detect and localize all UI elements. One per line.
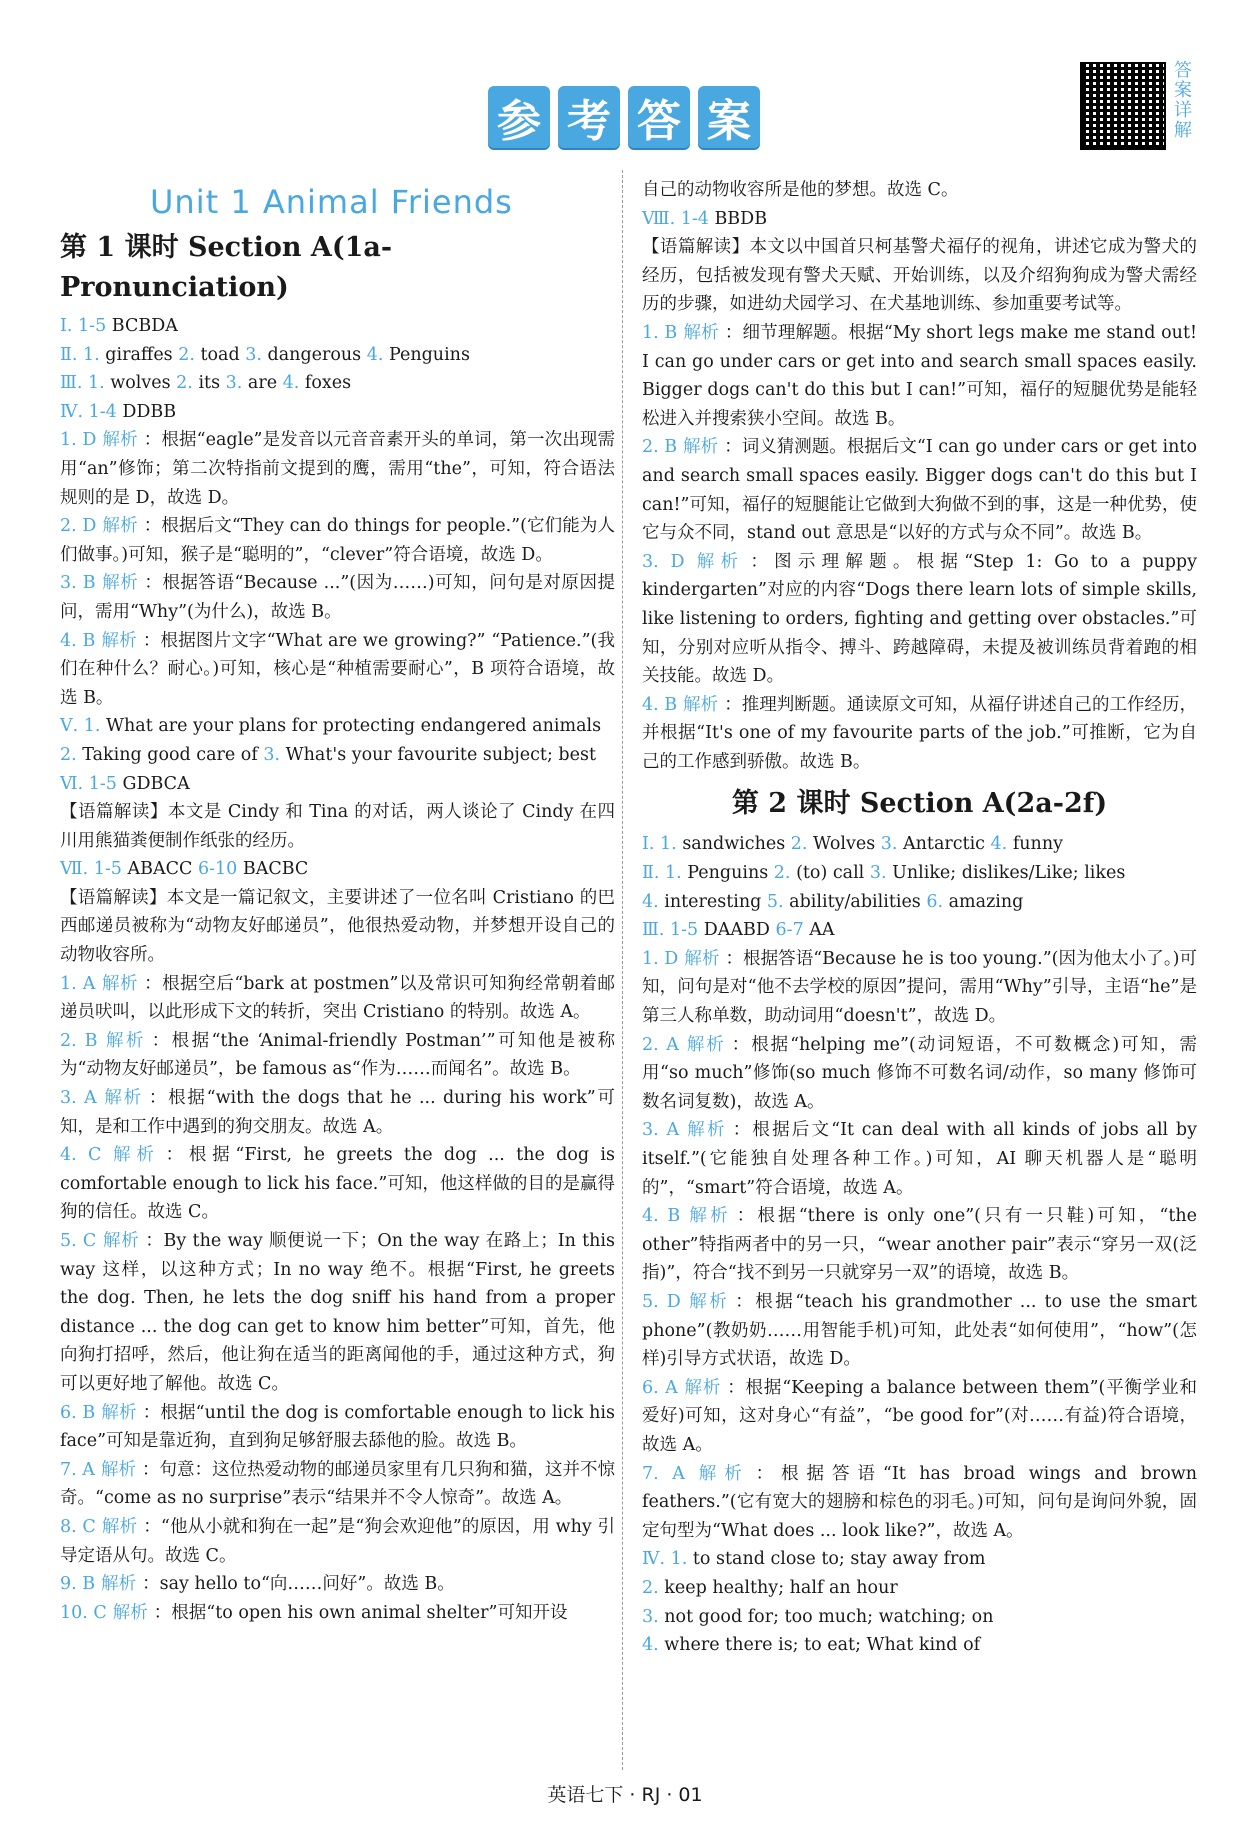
answer-text: BACBC: [237, 859, 309, 880]
item-number: Ⅳ. 1.: [642, 1549, 688, 1570]
title-tile: 参: [488, 86, 550, 148]
explanation: [60, 1513, 615, 1570]
analysis-tag: 解析: [683, 322, 719, 343]
analysis-tag: 解析: [685, 1120, 727, 1141]
analysis-tag: 解析: [101, 1402, 137, 1423]
item-number: 3.: [880, 834, 898, 855]
item-number: 1. D: [60, 430, 97, 451]
answer-text: funny: [1007, 834, 1063, 855]
item-number: 5. D: [642, 1291, 681, 1312]
item-number: 3.: [225, 373, 243, 394]
answer-text: where there is; to eat; What kind of: [658, 1635, 981, 1656]
item-number: 7. A: [60, 1459, 95, 1480]
analysis-tag: 解析: [684, 1034, 726, 1055]
item-number: 3.: [642, 1606, 659, 1627]
item-number: 6.: [926, 891, 944, 912]
item-number: Ⅰ. 1.: [642, 834, 677, 855]
explanation-text: ：say hello to“向……问好”。故选 B。: [142, 1574, 455, 1595]
item-number: Ⅲ. 1.: [60, 373, 105, 394]
continued-text: 自己的动物收容所是他的梦想。故选 C。: [642, 180, 959, 200]
item-number: 4.: [366, 344, 384, 365]
answer-line: [60, 369, 615, 398]
item-number: 5. C: [60, 1231, 97, 1251]
explanation-text: ：根据“helping me”(动词短语，不可数概念)可知，需用“so much”修饰(so much 修饰不可数名词/动作，so many 修饰可数名词复数)，故选 A。: [642, 1034, 1197, 1112]
item-number: Ⅶ. 1-5: [60, 859, 122, 880]
analysis-tag: 解析: [102, 516, 138, 537]
explanations: [642, 945, 1197, 1545]
explanation: [642, 433, 1197, 547]
answer-lines: [642, 830, 1197, 944]
item-number: 3. D: [642, 551, 685, 572]
analysis-tag: 解析: [101, 1574, 137, 1595]
explanations: [642, 319, 1197, 777]
answer-lines: [642, 1545, 1197, 1659]
explanation-text: ：根据空后“bark at postmen”以及常识可知狗经常朝着邮递员吠叫，以此形成下文的转折，突出 Cristiano 的特别。故选 A。: [60, 973, 616, 1023]
item-number: 2.: [642, 1577, 659, 1598]
item-number: 7. A: [642, 1463, 685, 1484]
answer-text: AA: [803, 920, 835, 941]
explanation: [60, 1399, 615, 1456]
item-number: 6-7: [775, 920, 804, 941]
item-number: 3.: [263, 744, 281, 765]
explanation: [642, 1460, 1197, 1546]
answer-text: sandwiches: [676, 834, 791, 855]
analysis-tag: 解析: [103, 1030, 146, 1051]
analysis-tag: 解析: [101, 630, 137, 651]
item-number: 1. A: [60, 973, 96, 994]
analysis-tag: 解析: [686, 1291, 730, 1312]
reading-summary: 【语篇解读】本文是一篇记叙文，主要讲述了一位名叫 Cristiano 的巴西邮递员被称为“动物友好邮递员”，他很热爱动物，并梦想开设自己的动物收容所。: [60, 887, 615, 966]
answer-text: (to) call: [790, 863, 870, 884]
answer-lines: [642, 205, 1197, 234]
answer-text: interesting: [658, 891, 767, 912]
left-column: [60, 170, 615, 1627]
title-tile: 案: [698, 86, 760, 148]
answer-line: [642, 888, 1197, 917]
explanation: [60, 1456, 615, 1513]
answer-line: [642, 205, 1197, 234]
explanation-text: ：根据“with the dogs that he ... during his work”可知，是和工作中遇到的狗交朋友。故选 A。: [60, 1088, 616, 1137]
analysis-tag: 解析: [690, 1463, 750, 1484]
analysis-tag: 解析: [107, 1145, 160, 1166]
explanations: [60, 970, 615, 1628]
answer-text: foxes: [299, 373, 352, 394]
answer-text: ABACC: [121, 859, 198, 880]
answer-text: are: [242, 373, 283, 394]
explanation: [60, 569, 615, 626]
item-number: 3. A: [60, 1088, 97, 1109]
answer-line: [642, 830, 1197, 859]
item-number: 2.: [60, 744, 77, 765]
item-number: 5.: [766, 891, 784, 912]
item-number: Ⅲ. 1-5: [642, 920, 699, 941]
item-number: 2. B: [60, 1030, 98, 1051]
analysis-tag: 解析: [101, 1516, 138, 1537]
answer-line: [60, 341, 615, 370]
item-number: 4. B: [60, 630, 96, 651]
title-tile: 答: [628, 86, 690, 148]
explanation: [642, 945, 1197, 1031]
answer-line: [60, 712, 615, 741]
item-number: 6-10: [197, 859, 238, 880]
item-number: 10. C: [60, 1602, 107, 1623]
item-number: Ⅱ. 1.: [60, 344, 100, 365]
answer-text: giraffes: [99, 344, 179, 365]
analysis-tag: 解析: [102, 430, 138, 451]
answer-line: [60, 398, 615, 427]
explanation-text: ：根据答语“It has broad wings and brown feathers.”(它有宽大的翅膀和棕色的羽毛。)可知，问句是询问外貌，固定句型为“What does ... look like?”，故选 A。: [642, 1463, 1198, 1541]
explanation: [642, 1202, 1197, 1288]
explanations: [60, 426, 615, 712]
explanation: [60, 970, 615, 1027]
item-number: 4. B: [642, 694, 678, 715]
explanation: [60, 1084, 615, 1141]
explanation: [642, 319, 1197, 433]
answer-line: [642, 1545, 1197, 1574]
answer-text: GDBCA: [116, 773, 190, 794]
analysis-tag: 解析: [683, 437, 719, 458]
answer-text: BCBDA: [106, 316, 178, 336]
lesson-title: 第 1 课时 Section A(1a-Pronunciation): [60, 232, 393, 303]
item-number: 2. A: [642, 1034, 679, 1055]
item-number: 4.: [282, 373, 300, 394]
item-number: 4.: [642, 1635, 659, 1656]
right-column: [642, 176, 1197, 1660]
analysis-tag: 解析: [690, 551, 745, 572]
unit-title: Unit 1 Animal Friends: [150, 183, 513, 221]
answer-line: [60, 741, 615, 770]
answer-lines: [60, 712, 615, 798]
explanation-text: ：根据“teach his grandmother ... to use the smart phone”(教奶奶……用智能手机)可知，此处表“如何使用”，“how”(怎样)引导方式状语，故选 D。: [642, 1291, 1197, 1370]
answer-text: to stand close to; stay away from: [687, 1549, 986, 1570]
explanation: [642, 1116, 1197, 1202]
explanation-text: ：根据答语“Because he is too young.”(因为他太小了。)可知，问句是对“他不去学校的原因”提问，需用“Why”引导，主语“he”是第三人称单数，助动词用“doesn't”，故选 D。: [642, 948, 1198, 1027]
answer-text: Antarctic: [897, 834, 991, 855]
item-number: 1. D: [642, 948, 679, 969]
item-number: 1. B: [642, 322, 678, 343]
explanation-text: ：根据“to open his own animal shelter”可知开设: [153, 1602, 568, 1623]
analysis-tag: 解析: [101, 973, 139, 994]
item-number: 3.: [869, 863, 887, 884]
item-number: Ⅵ. 1-5: [60, 773, 117, 794]
explanation-text: ：根据“the ‘Animal-friendly Postman’”可知他是被称为“动物友好邮递员”，be famous as“作为……而闻名”。故选 B。: [60, 1030, 616, 1080]
explanation-text: ：根据“there is only one”(只有一只鞋)可知，“the other”特指两者中的另一只，“wear another pair”表示“穿另一双(泛指)”，符合“找不到另一只就穿另一双”的语境，故选 B。: [642, 1206, 1197, 1284]
explanation-text: ：根据“First, he greets the dog ... the dog is comfortable enough to lick his face.”可知，他这样做的目的是赢得狗的信任。故选 C。: [60, 1145, 615, 1223]
explanation-text: ：根据图片文字“What are we growing?” “Patience.”(我们在种什么？耐心。)可知，核心是“种植需要耐心”，B 项符合语境，故选 B。: [60, 630, 616, 708]
explanation-text: ：图示理解题。根据“Step 1: Go to a puppy kindergarten”对应的内容“Dogs there learn lots of simple skills, like listening to orders, fighting and getting over obstacles.”可知，分别对应听从指令、搏斗、跨越障碍，未提及被训练员背着跑的相关技能。故选 D。: [642, 551, 1197, 687]
answer-text: What's your favourite subject; best: [280, 744, 596, 765]
explanation-text: ：根据“eagle”是发音以元音音素开头的单词，第一次出现需用“an”修饰；第二次特指前文提到的鹰，需用“the”，可知，符合语法规则的是 D，故选 D。: [60, 430, 615, 508]
answer-text: DDBB: [116, 401, 177, 422]
explanation: [642, 548, 1197, 691]
answer-text: Unlike; dislikes/Like; likes: [886, 863, 1126, 884]
analysis-tag: 解析: [101, 573, 139, 594]
qr-code-icon[interactable]: [1080, 62, 1166, 150]
answer-text: BBDB: [708, 208, 768, 229]
explanation-text: ：根据“until the dog is comfortable enough to lick his face”可知是靠近狗，直到狗足够舒服去舔他的脸。故选 B。: [60, 1402, 616, 1452]
explanation-text: ：“他从小就和狗在一起”是“狗会欢迎他”的原因，用 why 引导定语从句。故选 C。: [60, 1516, 616, 1566]
analysis-tag: 解析: [102, 1088, 143, 1109]
explanation-text: ：句意：这位热爱动物的邮递员家里有几只狗和猫，这并不惊奇。“come as no surprise”表示“结果并不令人惊奇”。故选 A。: [60, 1459, 615, 1509]
explanation: [60, 1027, 615, 1084]
header: [0, 0, 1250, 170]
item-number: 4.: [990, 834, 1008, 855]
item-number: 4. C: [60, 1145, 102, 1166]
answer-lines: [60, 312, 615, 426]
item-number: 8. C: [60, 1516, 96, 1537]
answer-line: [642, 1603, 1197, 1632]
explanation: [642, 691, 1197, 777]
answer-text: What are your plans for protecting endangered animals: [100, 716, 602, 737]
explanation-text: ：By the way 顺便说一下；On the way 在路上；In this way 这样，以这种方式；In no way 绝不。根据“First, he greets the dog. Then, he lets the dog sniff his hand from a proper distance ... the dog can get to know him better”可知，首先，他向狗打招呼，然后，他让狗在适当的距离闻他的手，通过这种方式，狗可以更好地了解他。故选 C。: [60, 1231, 615, 1394]
explanation: [642, 1288, 1197, 1374]
answer-text: Penguins: [383, 344, 470, 365]
analysis-tag: 解析: [683, 1377, 722, 1398]
analysis-tag: 解析: [102, 1231, 140, 1251]
answer-text: dangerous: [261, 344, 367, 365]
lesson-title: 第 2 课时 Section A(2a-2f): [731, 788, 1108, 820]
answer-text: Penguins: [681, 863, 774, 884]
answer-text: Wolves: [807, 834, 881, 855]
answer-text: toad: [194, 344, 246, 365]
item-number: Ⅴ. 1.: [60, 716, 101, 737]
explanation: [60, 1227, 615, 1399]
explanation-text: ：根据答语“Because ...”(因为……)可知，问句是对原因提问，需用“Why”(为什么)，故选 B。: [60, 573, 616, 622]
answer-lines: [60, 855, 615, 884]
item-number: 2.: [790, 834, 808, 855]
explanation-text: ：推理判断题。通读原文可知，从福仔讲述自己的工作经历，并根据“It's one of my favourite parts of the job.”可推断，它为自己的工作感到骄傲。故选 B。: [642, 694, 1198, 772]
item-number: 2. B: [642, 437, 678, 458]
answer-line: [642, 916, 1197, 945]
explanation: [60, 1141, 615, 1227]
item-number: 4. B: [642, 1206, 681, 1227]
qr-label: 答案详解: [1171, 60, 1192, 140]
item-number: 6. B: [60, 1402, 96, 1423]
item-number: 2.: [178, 344, 195, 365]
explanation-text: ：细节理解题。根据“My short legs make me stand out! I can go under cars or get into and search small spaces easily. Bigger dogs can't do this but I can!”可知，福仔的短腿优势是能轻松进入并搜索狭小空间。故选 B。: [642, 322, 1198, 429]
explanation: [60, 627, 615, 713]
title-tile: 考: [558, 86, 620, 148]
answer-line: [60, 312, 615, 341]
item-number: Ⅳ. 1-4: [60, 401, 117, 422]
reading-summary: 【语篇解读】本文是 Cindy 和 Tina 的对话，两人谈论了 Cindy 在四川用熊猫粪便制作纸张的经历。: [60, 802, 615, 851]
answer-text: its: [192, 373, 226, 394]
explanation-text: ：根据“Keeping a balance between them”(平衡学业和爱好)可知，这对身心“有益”，“be good for”(对……有益)符合语境，故选 A。: [642, 1377, 1198, 1455]
answer-text: keep healthy; half an hour: [658, 1577, 898, 1598]
column-divider: [622, 170, 623, 1770]
item-number: Ⅰ. 1-5: [60, 316, 107, 336]
page-title: [488, 86, 760, 148]
answer-line: [642, 859, 1197, 888]
item-number: 3. A: [642, 1120, 680, 1141]
answer-text: DAABD: [698, 920, 776, 941]
answer-text: amazing: [943, 891, 1024, 912]
item-number: 9. B: [60, 1574, 96, 1595]
explanation: [60, 426, 615, 512]
explanation: [60, 1570, 615, 1599]
explanation: [642, 1031, 1197, 1117]
item-number: 4.: [642, 891, 659, 912]
item-number: 3. B: [60, 573, 96, 594]
analysis-tag: 解析: [683, 694, 719, 715]
answer-line: [60, 855, 615, 884]
answer-text: Taking good care of: [76, 744, 264, 765]
explanation: [642, 1374, 1197, 1460]
explanation: [60, 512, 615, 569]
analysis-tag: 解析: [112, 1602, 148, 1623]
explanation-text: ：根据后文“They can do things for people.”(它们能为人们做事。)可知，猴子是“聪明的”，“clever”符合语境，故选 D。: [60, 516, 616, 565]
answer-text: not good for; too much; watching; on: [658, 1606, 994, 1627]
item-number: 2.: [773, 863, 791, 884]
answer-line: [642, 1574, 1197, 1603]
analysis-tag: 解析: [100, 1459, 136, 1480]
answer-text: ability/abilities: [783, 891, 927, 912]
answer-line: [642, 1631, 1197, 1660]
explanation: [60, 1599, 615, 1628]
item-number: 2.: [176, 373, 193, 394]
reading-summary: 【语篇解读】本文以中国首只柯基警犬福仔的视角，讲述它成为警犬的经历，包括被发现有警犬天赋、开始训练，以及介绍狗狗成为警犬需经历的步骤，如进幼犬园学习、在犬基地训练、参加重要考试等。: [642, 237, 1197, 315]
item-number: 3.: [245, 344, 262, 365]
item-number: 6. A: [642, 1377, 678, 1398]
analysis-tag: 解析: [686, 1206, 731, 1227]
explanation-text: ：根据后文“It can deal with all kinds of jobs all by itself.”(它能独自处理各种工作。)可知，AI 聊天机器人是“聪明的”，“smart”符合语境，故选 A。: [642, 1120, 1197, 1198]
item-number: Ⅱ. 1.: [642, 863, 682, 884]
analysis-tag: 解析: [684, 948, 720, 969]
page-footer: 英语七下 · RJ · 01: [547, 1784, 703, 1806]
explanation-text: ：词义猜测题。根据后文“I can go under cars or get into and search small spaces easily. Bigger dogs can't do this but I can!”可知，福仔的短腿能让它做到大狗做不到的事，这是一种优势，使它与众不同，stand out 意思是“以好的方式与众不同”。故选 B。: [642, 437, 1197, 544]
item-number: 2. D: [60, 516, 97, 537]
answer-text: wolves: [104, 373, 177, 394]
answer-line: [60, 770, 615, 799]
item-number: Ⅷ. 1-4: [642, 208, 709, 229]
